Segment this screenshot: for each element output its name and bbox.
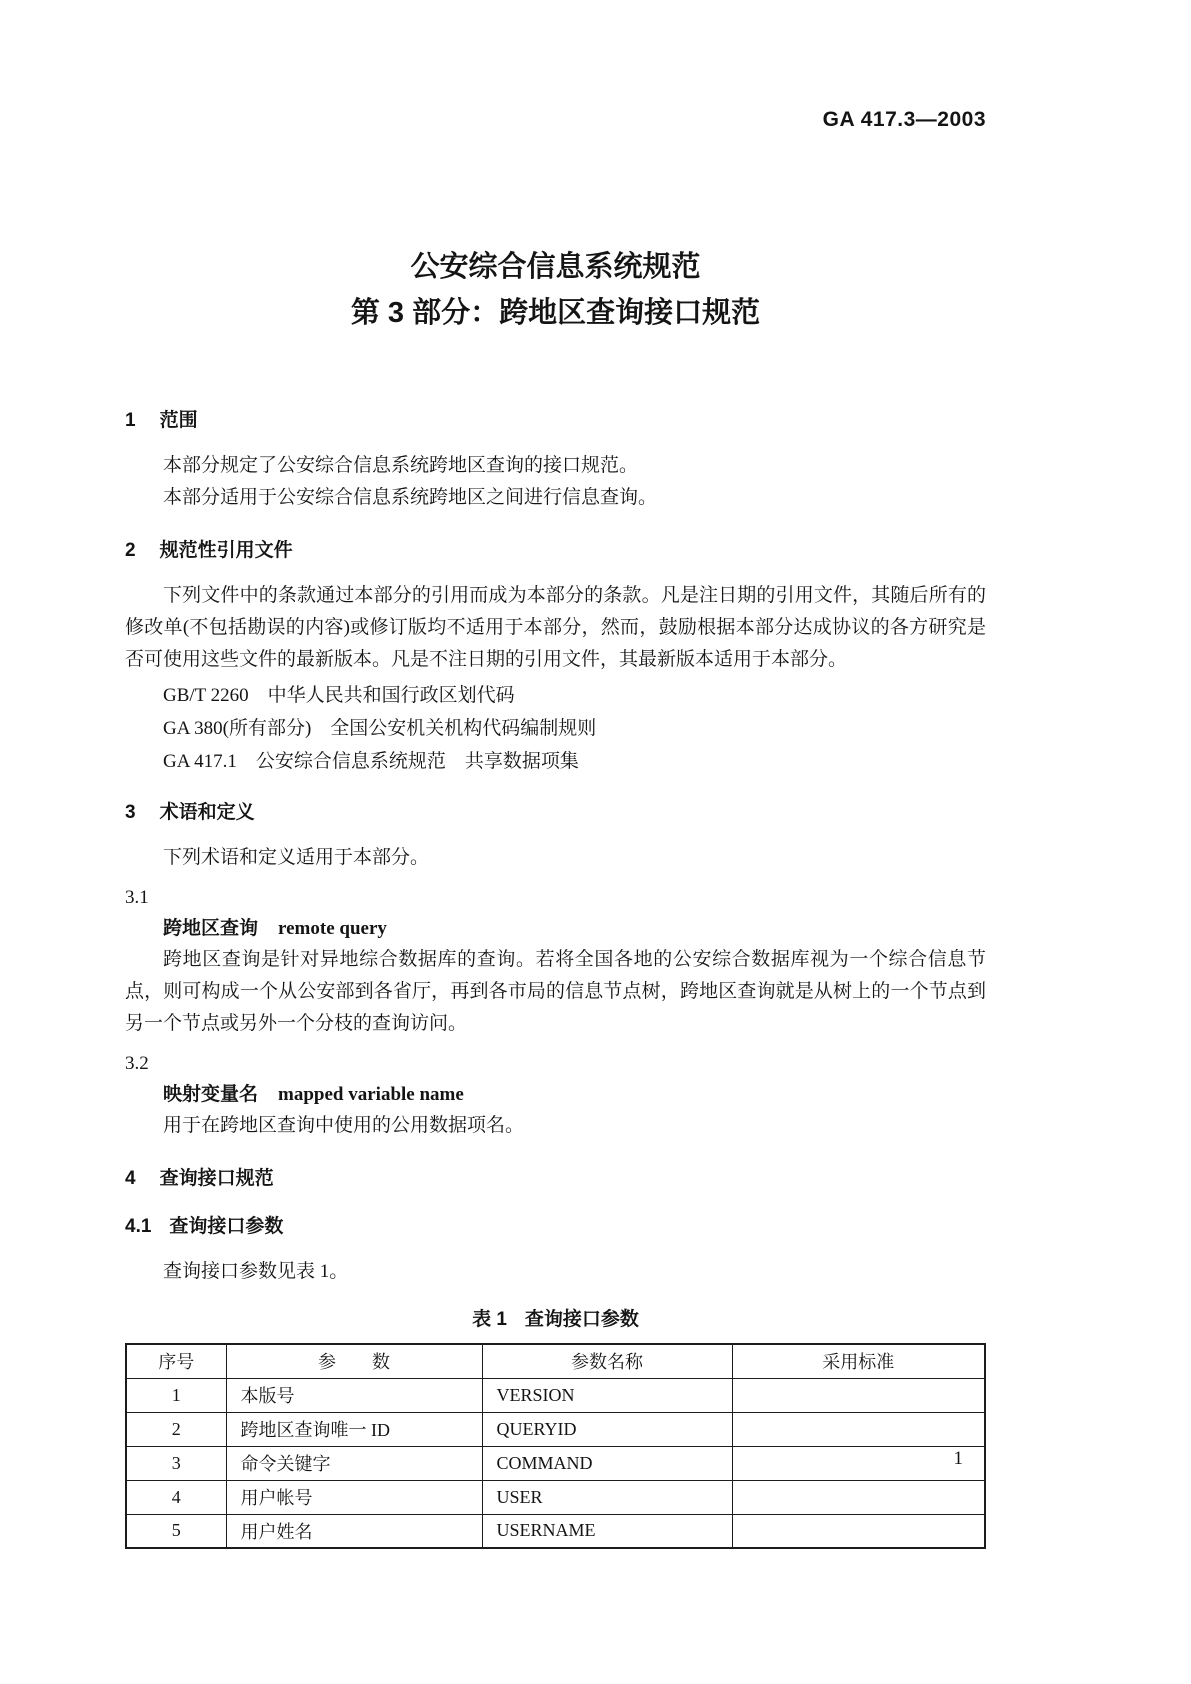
cell-name: QUERYID (482, 1412, 732, 1446)
section-4-heading (125, 1166, 986, 1192)
reference-item: GB/T 2260 中华人民共和国行政区划代码 (163, 685, 515, 706)
page-content (125, 0, 986, 1549)
term-3-1-heading (125, 913, 986, 944)
document-title-line1: 公安综合信息系统规范 (410, 251, 701, 283)
cell-param: 跨地区查询唯一 ID (226, 1412, 482, 1446)
term-3-2-definition: 用于在跨地区查询中使用的公用数据项名。 (163, 1115, 525, 1136)
subsection-4-1-number: 4.1 (125, 1216, 152, 1237)
cell-name: USER (482, 1480, 732, 1514)
term-3-1-chinese: 跨地区查询 (163, 918, 259, 939)
term-3-2-heading (125, 1079, 986, 1110)
paragraph-normative-refs: 下列文件中的条款通过本部分的引用而成为本部分的条款。凡是注日期的引用文件，其随后所有的修改单(不包括勘误的内容)或修订版均不适用于本部分，然而，鼓励根据本部分达成协议的各方研究是否可使用这些文件的最新版本。凡是不注日期的引用文件，其最新版本适用于本部分。 (125, 585, 986, 670)
subsection-4-1-heading (125, 1214, 986, 1240)
section-2-title: 规范性引用文件 (159, 540, 293, 561)
table-caption-label: 表 1 (472, 1309, 507, 1330)
term-3-2-english: mapped variable name (278, 1084, 464, 1105)
page-number: 1 (953, 1448, 963, 1469)
cell-name: USERNAME (482, 1514, 732, 1548)
table-header-row (126, 1344, 985, 1378)
table-row (126, 1480, 985, 1514)
section-3-title: 术语和定义 (159, 802, 255, 823)
cell-no: 4 (126, 1480, 226, 1514)
column-header-standard: 采用标准 (732, 1344, 985, 1378)
document-title-line2: 第 3 部分：跨地区查询接口规范 (350, 297, 761, 329)
reference-list (125, 679, 986, 778)
cell-param: 用户姓名 (226, 1514, 482, 1548)
paragraph-table-reference: 查询接口参数见表 1。 (163, 1261, 349, 1282)
section-4-number: 4 (125, 1168, 136, 1189)
cell-no: 5 (126, 1514, 226, 1548)
section-3-heading (125, 800, 986, 826)
table-row (126, 1514, 985, 1548)
table-row (126, 1446, 985, 1480)
cell-no: 3 (126, 1446, 226, 1480)
term-3-1-english: remote query (278, 918, 387, 939)
section-3-number: 3 (125, 802, 136, 823)
subsection-3-2-number: 3.2 (125, 1053, 149, 1074)
term-3-1-definition: 跨地区查询是针对异地综合数据库的查询。若将全国各地的公安综合数据库视为一个综合信息节点，则可构成一个从公安部到各省厅，再到各市局的信息节点树，跨地区查询就是从树上的一个节点到另一个节点或另外一个分枝的查询访问。 (125, 949, 986, 1034)
section-1-heading (125, 408, 986, 434)
cell-param: 命令关键字 (226, 1446, 482, 1480)
reference-item: GA 417.1 公安综合信息系统规范 共享数据项集 (163, 751, 579, 772)
cell-standard (732, 1514, 985, 1548)
table-row (126, 1412, 985, 1446)
parameters-table (125, 1343, 986, 1549)
cell-no: 2 (126, 1412, 226, 1446)
term-3-2-chinese: 映射变量名 (163, 1084, 259, 1105)
column-header-param: 参 数 (226, 1344, 482, 1378)
table-row (126, 1378, 985, 1412)
table-caption (125, 1304, 986, 1331)
section-2-heading (125, 538, 986, 564)
cell-param: 本版号 (226, 1378, 482, 1412)
section-2-number: 2 (125, 540, 136, 561)
reference-item: GA 380(所有部分) 全国公安机关机构代码编制规则 (163, 718, 597, 739)
cell-standard (732, 1378, 985, 1412)
subsection-4-1-title: 查询接口参数 (169, 1216, 284, 1237)
cell-name: VERSION (482, 1378, 732, 1412)
column-header-no: 序号 (126, 1344, 226, 1378)
cell-param: 用户帐号 (226, 1480, 482, 1514)
column-header-name: 参数名称 (482, 1344, 732, 1378)
paragraph-scope-2: 本部分适用于公安综合信息系统跨地区之间进行信息查询。 (163, 487, 658, 508)
doc-number: GA 417.3—2003 (822, 108, 986, 131)
paragraph-scope-1: 本部分规定了公安综合信息系统跨地区查询的接口规范。 (163, 455, 639, 476)
section-1-title: 范围 (159, 410, 198, 431)
table-caption-title: 查询接口参数 (524, 1309, 639, 1330)
cell-no: 1 (126, 1378, 226, 1412)
paragraph-terms-intro: 下列术语和定义适用于本部分。 (163, 847, 430, 868)
section-1-number: 1 (125, 410, 136, 431)
cell-standard (732, 1446, 985, 1480)
cell-name: COMMAND (482, 1446, 732, 1480)
cell-standard (732, 1480, 985, 1514)
cell-standard (732, 1412, 985, 1446)
subsection-3-1-number: 3.1 (125, 887, 149, 908)
section-4-title: 查询接口规范 (159, 1168, 274, 1189)
